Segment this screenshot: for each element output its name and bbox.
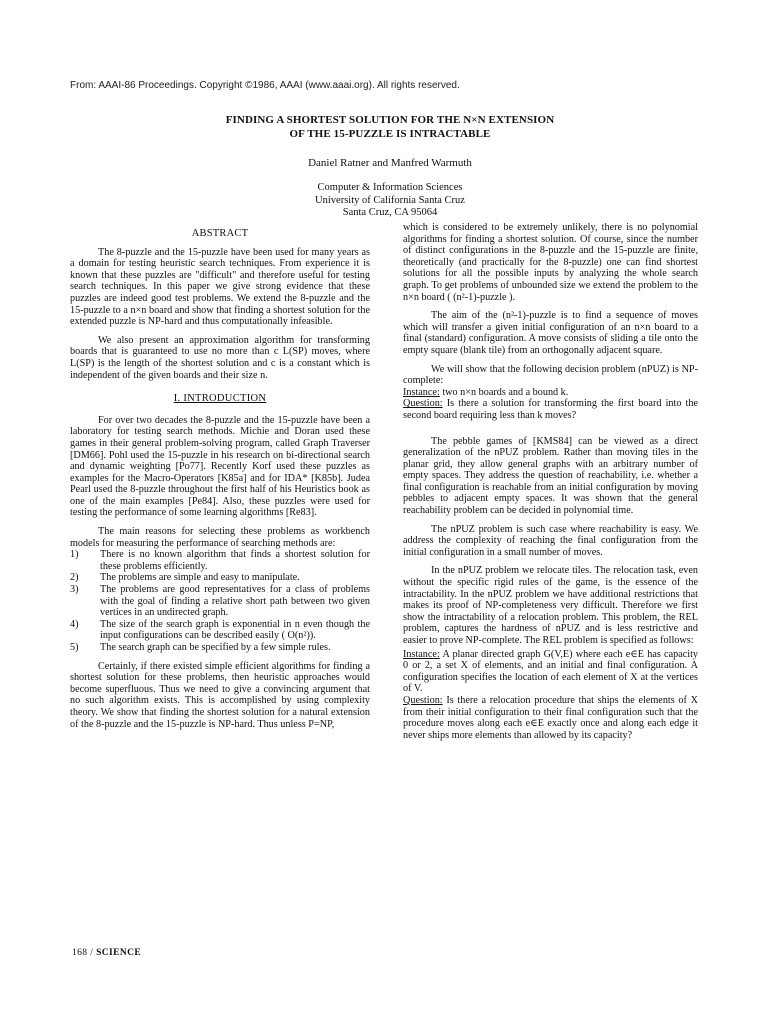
affiliation-address: Santa Cruz, CA 95064 xyxy=(342,207,438,218)
title-line-2: OF THE 15-PUZZLE IS INTRACTABLE xyxy=(289,128,491,140)
list-item xyxy=(70,572,370,584)
instance-definition-rel xyxy=(403,649,698,695)
list-item-number: 4) xyxy=(70,618,79,630)
list-item-text: There is no known algorithm that finds a shortest solution for these problems efficiently. xyxy=(100,549,370,572)
question-definition-rel xyxy=(403,695,698,741)
instance-label: Instance: xyxy=(403,386,440,398)
copyright-line: From: AAAI-86 Proceedings. Copyright ©1986, AAAI (www.aaai.org). All rights reserved. xyxy=(70,80,460,91)
right-paragraph-5: The nPUZ problem is such case where reachability is easy. We address the complexity of reaching the final configuration from the initial configuration in a small number of moves. xyxy=(403,523,698,558)
list-item xyxy=(70,642,370,654)
right-paragraph-1: which is considered to be extremely unlikely, there is no polynomial algorithms for finding a shortest solution. Of course, since the number of distinct configurations in the 8-puzzle and the 15-puzzle are finite, theoretically (and practically for the 8-puzzle) one can find shortest solutions for all the possible inputs by analyzing the whole search graph. To get problems of unbounded size we extend the problem to the n×n board ( (n²-1)-puzzle ). xyxy=(403,222,698,303)
footer-section: SCIENCE xyxy=(96,948,142,958)
introduction-heading-text: I. INTRODUCTION xyxy=(173,393,267,405)
list-item-number: 5) xyxy=(70,642,79,653)
question-text: Is there a solution for transforming the first board into the second board requiring less than k moves? xyxy=(403,398,698,421)
page-number: 168 xyxy=(72,948,88,958)
right-paragraph-2: The aim of the (n²-1)-puzzle is to find a sequence of moves which will transfer a given initial configuration of an n×n board to a final (standard) configuration. A move consists of sliding a tile onto the empty square (blank tile) from an orthogonally adjacent square. xyxy=(403,310,698,356)
instance-text: A planar directed graph G(V,E) where each e∈E has capacity 0 or 2, a set X of elements, and an initial and final configuration. A configuration specifies the location of each element of X at the vertices of V. xyxy=(403,648,698,695)
list-item-number: 2) xyxy=(70,572,79,584)
reasons-list xyxy=(70,549,370,653)
abstract-paragraph-1: The 8-puzzle and the 15-puzzle have been used for many years as a domain for testing heuristic search techniques. From experience it is known that these puzzles are "difficult" and therefore useful for testing search techniques. In this paper we give strong evidence that these puzzles are indeed good test problems. We extend the 8-puzzle and the 15-puzzle to a n×n board and show that finding a shortest solution for the extended puzzle is NP-hard and thus computationally infeasible. xyxy=(70,246,370,328)
instance-text: two n×n boards and a bound k. xyxy=(439,386,569,398)
intro-paragraph-1: For over two decades the 8-puzzle and the 15-puzzle have been a laboratory for testing search methods. Michie and Doran used these games in their general problem-solving program, called Graph Traverser [DM66]. Pohl used the 15-puzzle in his research on bi-directional search and dynamic weighting [Po77]. Recently Korf used these puzzles as examples for the Macro-Operators [K85a] and for IDA* [K85b]. Judea Pearl used the 8-puzzle throughout the first half of his Heuristics book as one of the main examples [Pe84]. Also, these puzzles were used for testing the performance of some learning algorithms [Re83]. xyxy=(70,414,370,519)
page-footer xyxy=(72,948,141,958)
abstract-heading: ABSTRACT xyxy=(191,228,249,239)
affiliation-university: University of California Santa Cruz xyxy=(315,194,465,206)
right-paragraph-3: We will show that the following decision problem (nPUZ) is NP-complete: xyxy=(403,363,698,387)
intro-paragraph-3: Certainly, if there existed simple efficient algorithms for finding a shortest solution for these problems, then heuristic approaches would become superfluous. Thus we need to give a convincing argument that no such algorithm exists. This is accomplished by using complexity theory. We show that finding the shortest solution for a natural extension of the 8-puzzle and the 15-puzzle is NP-hard. Thus unless P=NP, xyxy=(70,660,370,730)
list-item-number: 3) xyxy=(70,584,79,596)
spacer xyxy=(403,422,698,436)
intro-paragraph-2: The main reasons for selecting these problems as workbench models for measuring the performance of searching methods are: xyxy=(70,526,370,549)
footer-separator: / xyxy=(90,948,94,958)
affiliation-department: Computer & Information Sciences xyxy=(317,182,463,193)
question-definition-npuz xyxy=(403,398,698,421)
list-item xyxy=(70,584,370,619)
affiliation xyxy=(230,182,550,220)
title-line-1: FINDING A SHORTEST SOLUTION FOR THE N×N EXTENSION xyxy=(225,114,555,126)
right-paragraph-6: In the nPUZ problem we relocate tiles. The relocation task, even without the specific rigid rules of the game, is the essence of the intractability. In the nPUZ problem we have additional restrictions that makes its proof of NP-completeness very difficult. Therefore we first show the intractability of a relocation problem. This problem, the REL problem, captures the hardness of nPUZ and is less restrictive and easier to prove NP-complete. The REL problem is specified as follows: xyxy=(403,565,698,646)
introduction-heading xyxy=(70,393,370,405)
question-label: Question: xyxy=(403,694,443,706)
abstract-paragraph-2: We also present an approximation algorithm for transforming boards that is guaranteed to use no more than c L(SP) moves, where L(SP) is the length of the shortest solution and c is a constant which is independent of the given boards and their size n. xyxy=(70,334,370,381)
paper-title xyxy=(180,113,600,141)
author-names: Daniel Ratner and Manfred Warmuth xyxy=(308,157,472,169)
right-paragraph-4: The pebble games of [KMS84] can be viewed as a direct generalization of the nPUZ problem. Rather than moving tiles in the planar grid, they allow general graphs with an arbitrary number of empty spaces. They address the question of reachability, i.e. whether a final configuration is reachable from an initial configuration by moving pebbles to adjacent empty spaces. It was shown that the general reachability problem can be decided in polynomial time. xyxy=(403,435,698,517)
question-label: Question: xyxy=(403,398,443,410)
question-text: Is there a relocation procedure that ships the elements of X from their initial configuration to their final configuration such that the procedure moves along each e∈E exactly once and along each edge it never ships more elements than allowed by its capacity? xyxy=(403,694,698,741)
left-column xyxy=(70,228,370,737)
list-item-text: The problems are simple and easy to manipulate. xyxy=(100,572,300,584)
list-item-text: The problems are good representatives for a class of problems with the goal of finding a relative short path between two given vertices in an undirected graph. xyxy=(100,584,370,619)
list-item-number: 1) xyxy=(70,549,79,561)
right-column xyxy=(403,222,698,741)
list-item xyxy=(70,549,370,572)
instance-definition-npuz xyxy=(403,387,698,399)
instance-label: Instance: xyxy=(403,648,440,660)
list-item-text: The search graph can be specified by a few simple rules. xyxy=(100,642,331,653)
list-item xyxy=(70,619,370,642)
list-item-text: The size of the search graph is exponential in n even though the input configurations can be described easily ( O(n²)). xyxy=(100,618,370,642)
